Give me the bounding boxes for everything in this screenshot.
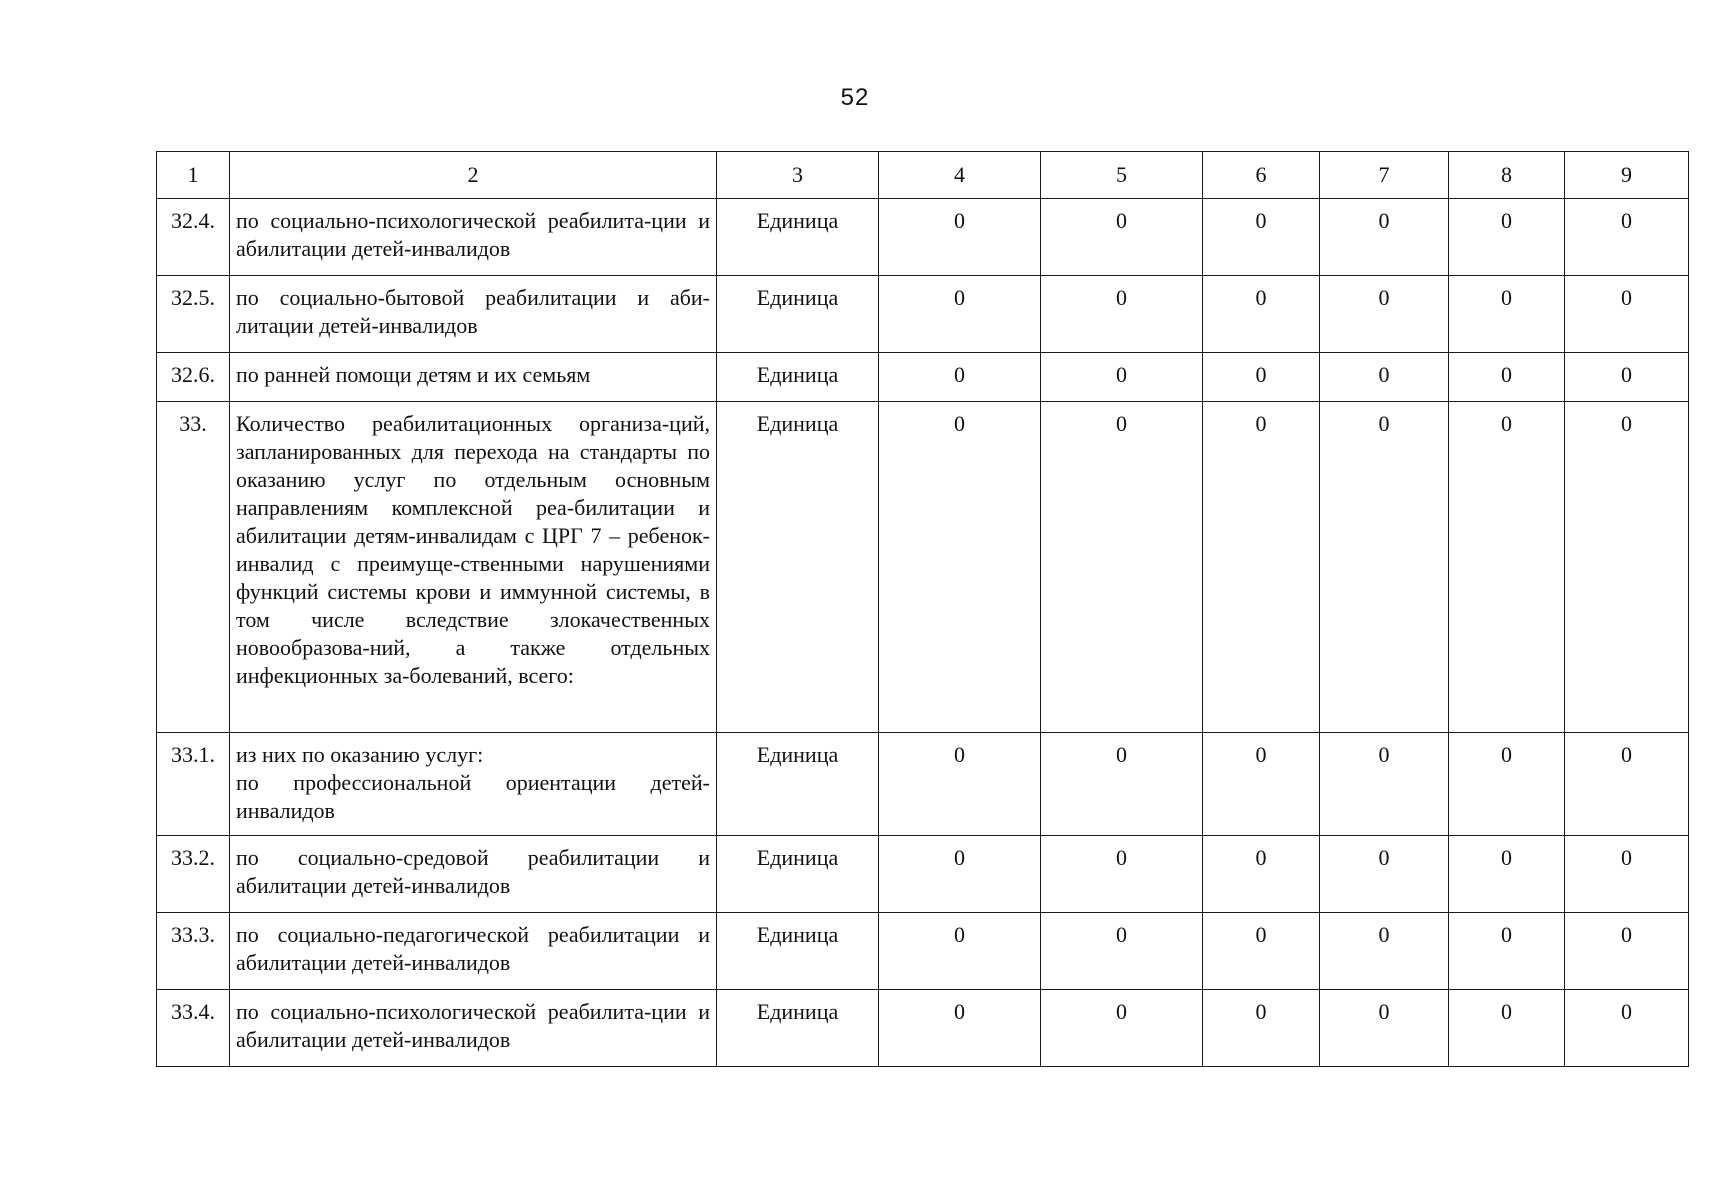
value-cell: 0 bbox=[1203, 733, 1320, 836]
column-header-2: 2 bbox=[230, 152, 717, 199]
value-cell: 0 bbox=[1320, 276, 1449, 353]
table-row bbox=[157, 199, 1689, 276]
column-header-7: 7 bbox=[1320, 152, 1449, 199]
column-header-4: 4 bbox=[879, 152, 1041, 199]
table-row bbox=[157, 353, 1689, 402]
value-cell: 0 bbox=[1565, 353, 1689, 402]
value-cell: 0 bbox=[1041, 402, 1203, 733]
value-cell: 0 bbox=[1320, 199, 1449, 276]
row-unit: Единица bbox=[717, 199, 879, 276]
value-cell: 0 bbox=[1320, 353, 1449, 402]
row-unit: Единица bbox=[717, 353, 879, 402]
row-description: по социально-педагогической реабилитации и абилитации детей-инвалидов bbox=[230, 913, 717, 990]
column-header-9: 9 bbox=[1565, 152, 1689, 199]
value-cell: 0 bbox=[879, 990, 1041, 1067]
value-cell: 0 bbox=[1449, 276, 1565, 353]
row-description: по ранней помощи детям и их семьям bbox=[230, 353, 717, 402]
value-cell: 0 bbox=[1565, 836, 1689, 913]
value-cell: 0 bbox=[1041, 990, 1203, 1067]
row-description: по социально-психологической реабилита-ции и абилитации детей-инвалидов bbox=[230, 990, 717, 1067]
row-description: по социально-бытовой реабилитации и аби-литации детей-инвалидов bbox=[230, 276, 717, 353]
row-description-text: по профессиональной ориентации детей-инвалидов bbox=[236, 770, 710, 823]
value-cell: 0 bbox=[1565, 990, 1689, 1067]
value-cell: 0 bbox=[1565, 199, 1689, 276]
row-number: 33. bbox=[157, 402, 230, 733]
value-cell: 0 bbox=[1449, 836, 1565, 913]
value-cell: 0 bbox=[1041, 276, 1203, 353]
value-cell: 0 bbox=[1320, 913, 1449, 990]
row-unit: Единица bbox=[717, 733, 879, 836]
value-cell: 0 bbox=[1203, 353, 1320, 402]
value-cell: 0 bbox=[1449, 353, 1565, 402]
table-row bbox=[157, 990, 1689, 1067]
value-cell: 0 bbox=[1449, 990, 1565, 1067]
row-number: 32.4. bbox=[157, 199, 230, 276]
row-number: 33.4. bbox=[157, 990, 230, 1067]
row-number: 33.2. bbox=[157, 836, 230, 913]
column-header-8: 8 bbox=[1449, 152, 1565, 199]
value-cell: 0 bbox=[879, 353, 1041, 402]
row-unit: Единица bbox=[717, 836, 879, 913]
value-cell: 0 bbox=[1565, 402, 1689, 733]
column-header-1: 1 bbox=[157, 152, 230, 199]
value-cell: 0 bbox=[1203, 276, 1320, 353]
value-cell: 0 bbox=[1203, 402, 1320, 733]
value-cell: 0 bbox=[1203, 199, 1320, 276]
value-cell: 0 bbox=[1320, 836, 1449, 913]
value-cell: 0 bbox=[1565, 276, 1689, 353]
value-cell: 0 bbox=[1449, 733, 1565, 836]
table-row bbox=[157, 733, 1689, 836]
row-unit: Единица bbox=[717, 402, 879, 733]
header-row bbox=[157, 152, 1689, 199]
row-unit: Единица bbox=[717, 990, 879, 1067]
table-row bbox=[157, 836, 1689, 913]
row-description: Количество реабилитационных организа-ций, запланированных для перехода на стандарты по оказанию услуг по отдельным основным направлениям комплексной реа-билитации и абилитации детям-инвалидам с ЦРГ 7 – ребенок-инвалид с преимуще-ственными нарушениями функций системы крови и иммунной системы, в том числе вследствие злокачественных новообразова-ний, а также отдельных инфекционных за-болеваний, всего: bbox=[230, 402, 717, 733]
value-cell: 0 bbox=[1041, 199, 1203, 276]
value-cell: 0 bbox=[1041, 353, 1203, 402]
value-cell: 0 bbox=[1449, 199, 1565, 276]
row-description bbox=[230, 733, 717, 836]
value-cell: 0 bbox=[1203, 836, 1320, 913]
row-unit: Единица bbox=[717, 276, 879, 353]
value-cell: 0 bbox=[1041, 733, 1203, 836]
value-cell: 0 bbox=[1565, 733, 1689, 836]
table-row bbox=[157, 913, 1689, 990]
column-header-3: 3 bbox=[717, 152, 879, 199]
row-description-lead: из них по оказанию услуг: bbox=[236, 742, 484, 767]
row-number: 32.6. bbox=[157, 353, 230, 402]
table-row bbox=[157, 276, 1689, 353]
row-description: по социально-средовой реабилитации и абилитации детей-инвалидов bbox=[230, 836, 717, 913]
page-number: 52 bbox=[840, 84, 870, 111]
value-cell: 0 bbox=[1320, 402, 1449, 733]
value-cell: 0 bbox=[1320, 990, 1449, 1067]
value-cell: 0 bbox=[1320, 733, 1449, 836]
value-cell: 0 bbox=[879, 199, 1041, 276]
value-cell: 0 bbox=[1203, 990, 1320, 1067]
value-cell: 0 bbox=[879, 836, 1041, 913]
value-cell: 0 bbox=[879, 276, 1041, 353]
row-unit: Единица bbox=[717, 913, 879, 990]
row-number: 32.5. bbox=[157, 276, 230, 353]
data-table bbox=[156, 151, 1689, 1067]
value-cell: 0 bbox=[1041, 913, 1203, 990]
value-cell: 0 bbox=[1041, 836, 1203, 913]
row-description: по социально-психологической реабилита-ции и абилитации детей-инвалидов bbox=[230, 199, 717, 276]
value-cell: 0 bbox=[1565, 913, 1689, 990]
row-number: 33.1. bbox=[157, 733, 230, 836]
value-cell: 0 bbox=[1449, 913, 1565, 990]
value-cell: 0 bbox=[879, 402, 1041, 733]
column-header-5: 5 bbox=[1041, 152, 1203, 199]
table-row bbox=[157, 402, 1689, 733]
value-cell: 0 bbox=[1203, 913, 1320, 990]
row-number: 33.3. bbox=[157, 913, 230, 990]
value-cell: 0 bbox=[879, 733, 1041, 836]
column-header-6: 6 bbox=[1203, 152, 1320, 199]
value-cell: 0 bbox=[1449, 402, 1565, 733]
value-cell: 0 bbox=[879, 913, 1041, 990]
